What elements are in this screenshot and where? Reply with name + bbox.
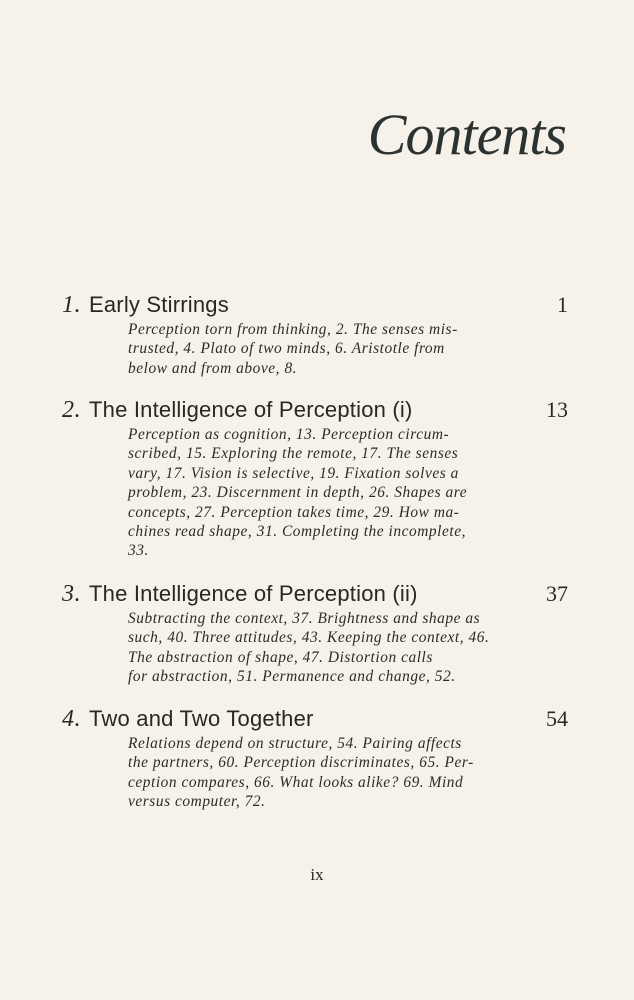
- summary-line: 33.: [128, 542, 149, 560]
- summary-line: chines read shape, 31. Completing the incomplete,: [128, 523, 466, 541]
- chapter-entry-2: [62, 395, 568, 561]
- page-folio: ix: [310, 865, 324, 884]
- chapter-title: The Intelligence of Perception (i): [89, 397, 413, 422]
- chapter-entry-3: [62, 579, 568, 687]
- chapter-heading: 4. Two and Two Together 54: [62, 706, 568, 732]
- chapter-title: The Intelligence of Perception (ii): [89, 581, 418, 606]
- chapter-summary: [128, 609, 568, 687]
- summary-line: Perception as cognition, 13. Perception circum-: [128, 426, 450, 443]
- chapter-number: 2: [62, 397, 74, 423]
- chapter-summary: [128, 734, 568, 812]
- summary-line: such, 40. Three attitudes, 43. Keeping the context, 46.: [128, 629, 490, 647]
- summary-line: Relations depend on structure, 54. Pairing affects: [128, 735, 462, 752]
- chapter-heading: 3. The Intelligence of Perception (ii) 37: [62, 581, 568, 607]
- chapter-entry-1: [62, 290, 568, 378]
- summary-line: scribed, 15. Exploring the remote, 17. The senses: [128, 445, 459, 463]
- chapter-heading: 1. Early Stirrings 1: [62, 292, 568, 318]
- chapter-entry-4: [62, 704, 568, 812]
- summary-line: for abstraction, 51. Permanence and change, 52.: [128, 668, 456, 686]
- summary-line: Perception torn from thinking, 2. The senses mis-: [128, 321, 458, 338]
- chapter-page-number: 54: [546, 706, 568, 731]
- summary-line: versus computer, 72.: [128, 793, 266, 811]
- summary-line: below and from above, 8.: [128, 359, 298, 377]
- chapter-heading: 2. The Intelligence of Perception (i) 13: [62, 397, 568, 423]
- chapter-summary: [128, 320, 568, 378]
- chapter-number: 4: [62, 706, 74, 732]
- summary-line: The abstraction of shape, 47. Distortion calls: [128, 648, 433, 666]
- chapter-number: 1: [62, 292, 74, 318]
- chapter-summary: [128, 425, 568, 561]
- summary-line: the partners, 60. Perception discriminates, 65. Per-: [128, 754, 474, 772]
- summary-line: problem, 23. Discernment in depth, 26. Shapes are: [128, 484, 468, 502]
- contents-heading: Contents: [367, 102, 566, 167]
- chapter-page-number: 37: [546, 581, 568, 606]
- chapter-title: Two and Two Together: [89, 706, 314, 731]
- chapter-number: 3: [62, 581, 74, 607]
- summary-line: concepts, 27. Perception takes time, 29. How ma-: [128, 503, 460, 521]
- summary-line: ception compares, 66. What looks alike? 69. Mind: [128, 773, 464, 791]
- summary-line: Subtracting the context, 37. Brightness and shape as: [128, 610, 481, 627]
- chapter-page-number: 13: [546, 397, 568, 422]
- chapter-page-number: 1: [557, 292, 568, 317]
- summary-line: trusted, 4. Plato of two minds, 6. Aristotle from: [128, 340, 445, 358]
- chapter-title: Early Stirrings: [89, 292, 229, 317]
- summary-line: vary, 17. Vision is selective, 19. Fixation solves a: [128, 464, 459, 482]
